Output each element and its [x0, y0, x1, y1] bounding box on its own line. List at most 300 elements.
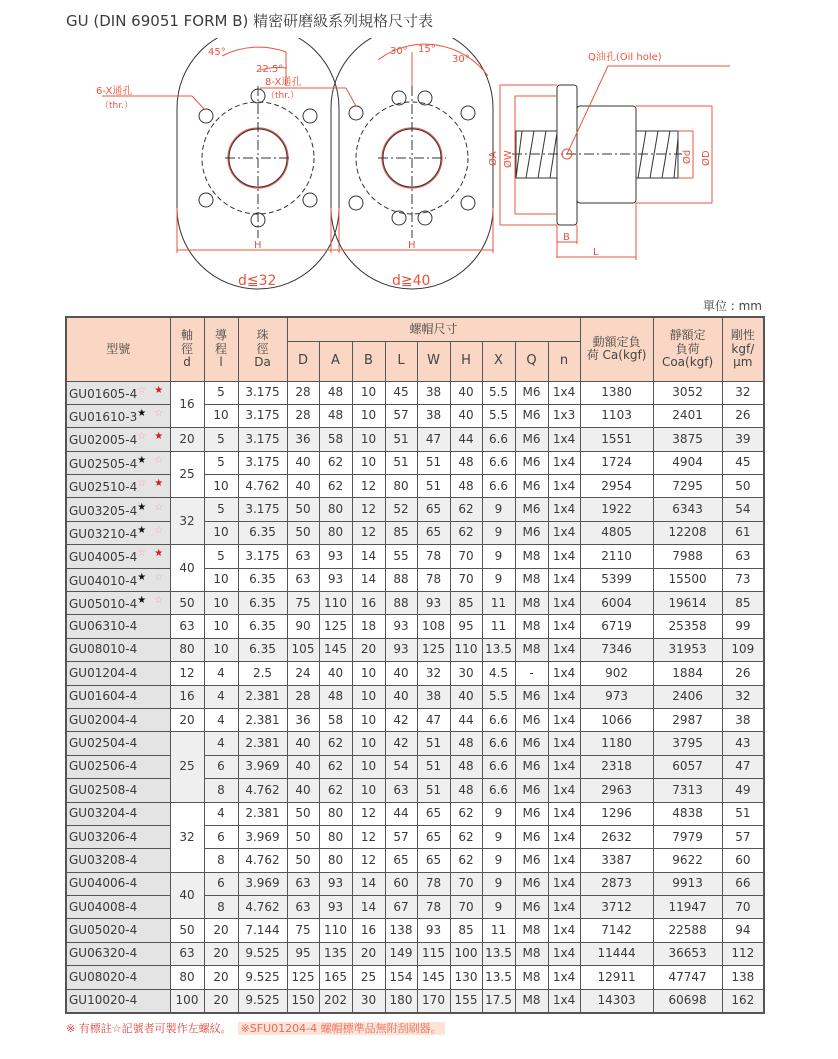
- cell-q: -: [515, 662, 548, 685]
- cell-n: 1x4: [548, 802, 580, 825]
- cell-l: 10: [204, 521, 238, 544]
- cell-h: 48: [450, 732, 482, 755]
- header-shaft-line2: 徑: [180, 341, 193, 356]
- cell-l: 10: [204, 568, 238, 591]
- cell-b: 10: [352, 708, 385, 731]
- cell-coa: 7988: [653, 545, 722, 568]
- cell-model: [66, 545, 170, 568]
- cell-k: 109: [722, 638, 764, 661]
- cell-x: 11: [482, 615, 515, 638]
- cell-k: 94: [722, 919, 764, 942]
- cell-h: 95: [450, 615, 482, 638]
- cell-x: 9: [482, 849, 515, 872]
- model-name: GU03208-4: [69, 852, 138, 867]
- cell-model: [66, 404, 170, 427]
- cell-x: 13.5: [482, 966, 515, 989]
- cell-q: M6: [515, 428, 548, 451]
- cell-ca: 2318: [580, 755, 653, 778]
- cell-da: 9.525: [238, 942, 287, 965]
- cell-l: 8: [204, 779, 238, 802]
- cell-coa: 6057: [653, 755, 722, 778]
- cell-ca: 11444: [580, 942, 653, 965]
- cell-ca: 2110: [580, 545, 653, 568]
- cell-x: 5.5: [482, 685, 515, 708]
- cell-coa: 12208: [653, 521, 722, 544]
- model-name: GU05020-4: [69, 923, 138, 938]
- cell-d: 36: [287, 428, 319, 451]
- cell-h: 44: [450, 708, 482, 731]
- header-lead: [204, 317, 238, 381]
- cell-l: 6: [204, 872, 238, 895]
- cell-a: 165: [319, 966, 352, 989]
- cell-model: [66, 615, 170, 638]
- header-ball-line3: Da: [254, 354, 271, 369]
- cell-x: 4.5: [482, 662, 515, 685]
- cell-b: 12: [352, 498, 385, 521]
- model-name: GU08010-4: [69, 642, 138, 657]
- cell-ca: 6004: [580, 592, 653, 615]
- model-name: GU03210-4: [69, 526, 138, 541]
- cell-w: 78: [417, 896, 450, 919]
- cell-b: 20: [352, 638, 385, 661]
- cell-coa: 22588: [653, 919, 722, 942]
- cell-shaft-diameter: 50: [170, 919, 204, 942]
- cell-l: 10: [204, 592, 238, 615]
- cell-w: 65: [417, 825, 450, 848]
- cell-w: 38: [417, 404, 450, 427]
- cell-b: 10: [352, 404, 385, 427]
- cell-ca: 6719: [580, 615, 653, 638]
- cell-k: 26: [722, 404, 764, 427]
- cell-shaft-diameter: 25: [170, 732, 204, 802]
- cell-n: 1x4: [548, 615, 580, 638]
- cell-l: 5: [204, 451, 238, 474]
- left-angle-22-5: 22.5°: [256, 64, 284, 75]
- cell-d: 24: [287, 662, 319, 685]
- model-name: GU02508-4: [69, 782, 138, 797]
- cell-x: 6.6: [482, 779, 515, 802]
- cell-coa: 9913: [653, 872, 722, 895]
- cell-h: 85: [450, 592, 482, 615]
- cell-ca: 4805: [580, 521, 653, 544]
- cell-ca: 1180: [580, 732, 653, 755]
- cell-shaft-diameter: 100: [170, 989, 204, 1013]
- cell-model: [66, 592, 170, 615]
- flange-drawing-d40: [260, 38, 493, 289]
- header-ca-line2: 荷 Ca(kgf): [586, 348, 647, 363]
- header-stiff-line2: kgf/: [731, 341, 755, 356]
- table-row: [66, 872, 764, 895]
- cell-da: 3.969: [238, 825, 287, 848]
- cell-d: 40: [287, 755, 319, 778]
- cell-w: 51: [417, 779, 450, 802]
- cell-l: 10: [204, 638, 238, 661]
- cell-l: 45: [385, 381, 417, 404]
- cell-a: 93: [319, 872, 352, 895]
- cell-model: [66, 966, 170, 989]
- black-star-icon: ★: [137, 407, 147, 419]
- cell-h: 48: [450, 755, 482, 778]
- cell-ca: 1724: [580, 451, 653, 474]
- cell-a: 80: [319, 825, 352, 848]
- cell-n: 1x4: [548, 872, 580, 895]
- cell-d: 28: [287, 404, 319, 427]
- cell-l: 20: [204, 966, 238, 989]
- cell-model: [66, 521, 170, 544]
- cell-b: 12: [352, 475, 385, 498]
- dim-d-big-label: ØD: [701, 150, 712, 166]
- cell-h: 40: [450, 404, 482, 427]
- cell-model: [66, 498, 170, 521]
- page-title: GU (DIN 69051 FORM B) 精密研磨級系列規格尺寸表: [66, 12, 434, 30]
- cell-ca: 1380: [580, 381, 653, 404]
- oil-hole-label: Q油孔(Oil hole): [588, 52, 662, 63]
- model-name: GU02004-4: [69, 712, 138, 727]
- cell-n: 1x4: [548, 825, 580, 848]
- cell-da: 3.175: [238, 404, 287, 427]
- cell-k: 138: [722, 966, 764, 989]
- cell-k: 73: [722, 568, 764, 591]
- table-row: [66, 989, 764, 1013]
- cell-q: M6: [515, 779, 548, 802]
- cell-d: 40: [287, 732, 319, 755]
- cell-l: 4: [204, 708, 238, 731]
- cell-x: 5.5: [482, 381, 515, 404]
- table-row: [66, 942, 764, 965]
- right-angle-15: 15°: [418, 44, 436, 55]
- cell-l: 8: [204, 849, 238, 872]
- hollow-star-icon: ☆: [137, 548, 147, 560]
- cell-l: 88: [385, 568, 417, 591]
- cell-w: 170: [417, 989, 450, 1013]
- model-name: GU04005-4: [69, 550, 138, 565]
- cell-da: 6.35: [238, 521, 287, 544]
- header-coa-line2: 負荷: [675, 341, 700, 356]
- cell-a: 48: [319, 685, 352, 708]
- table-row: [66, 592, 764, 615]
- header-ball-line2: 徑: [256, 341, 269, 356]
- cell-b: 10: [352, 755, 385, 778]
- cell-l: 5: [204, 545, 238, 568]
- cell-l: 51: [385, 451, 417, 474]
- cell-h: 62: [450, 498, 482, 521]
- cell-a: 62: [319, 732, 352, 755]
- model-name: GU04008-4: [69, 899, 138, 914]
- cell-k: 60: [722, 849, 764, 872]
- cell-coa: 15500: [653, 568, 722, 591]
- header-nut-dimensions: 螺帽尺寸: [287, 317, 580, 341]
- cell-coa: 2987: [653, 708, 722, 731]
- dim-b-label: B: [563, 232, 570, 243]
- cell-q: M6: [515, 849, 548, 872]
- cell-w: 65: [417, 498, 450, 521]
- black-star-icon: ★: [137, 454, 147, 466]
- cell-ca: 1066: [580, 708, 653, 731]
- cell-d: 50: [287, 521, 319, 544]
- cell-da: 2.381: [238, 802, 287, 825]
- cell-da: 2.381: [238, 685, 287, 708]
- cell-b: 25: [352, 966, 385, 989]
- cell-model: [66, 568, 170, 591]
- cell-q: M8: [515, 989, 548, 1013]
- cell-a: 40: [319, 662, 352, 685]
- header-shaft-line3: d: [183, 354, 191, 369]
- cell-shaft-diameter: 80: [170, 638, 204, 661]
- left-flange-dimensions: [102, 47, 339, 253]
- cell-a: 145: [319, 638, 352, 661]
- cell-l: 4: [204, 732, 238, 755]
- cell-k: 26: [722, 662, 764, 685]
- cell-ca: 3712: [580, 896, 653, 919]
- model-name: GU08020-4: [69, 969, 138, 984]
- cell-da: 6.35: [238, 638, 287, 661]
- cell-model: [66, 428, 170, 451]
- cell-l: 67: [385, 896, 417, 919]
- table-row: [66, 919, 764, 942]
- cell-q: M6: [515, 381, 548, 404]
- cell-shaft-diameter: 20: [170, 428, 204, 451]
- red-star-icon: ★: [154, 431, 164, 443]
- right-hole-sub: （thr.）: [266, 91, 299, 101]
- cell-q: M6: [515, 802, 548, 825]
- cell-da: 7.144: [238, 919, 287, 942]
- header-stiff-line3: μm: [733, 354, 753, 369]
- cell-da: 6.35: [238, 592, 287, 615]
- cell-w: 108: [417, 615, 450, 638]
- cell-n: 1x4: [548, 568, 580, 591]
- cell-coa: 1884: [653, 662, 722, 685]
- cell-d: 50: [287, 849, 319, 872]
- cell-n: 1x4: [548, 919, 580, 942]
- cell-h: 70: [450, 872, 482, 895]
- cell-l: 4: [204, 685, 238, 708]
- header-dynamic-load: [580, 317, 653, 381]
- cell-k: 49: [722, 779, 764, 802]
- cell-shaft-diameter: 50: [170, 592, 204, 615]
- cell-q: M6: [515, 498, 548, 521]
- cell-coa: 11947: [653, 896, 722, 919]
- cell-da: 9.525: [238, 989, 287, 1013]
- cell-d: 105: [287, 638, 319, 661]
- cell-w: 93: [417, 919, 450, 942]
- cell-x: 11: [482, 919, 515, 942]
- cell-d: 28: [287, 381, 319, 404]
- cell-q: M8: [515, 942, 548, 965]
- cell-n: 1x4: [548, 475, 580, 498]
- cell-ca: 2632: [580, 825, 653, 848]
- cell-model: [66, 638, 170, 661]
- cell-l: 57: [385, 825, 417, 848]
- left-angle-45: 45°: [208, 47, 226, 58]
- cell-da: 4.762: [238, 779, 287, 802]
- cell-n: 1x4: [548, 942, 580, 965]
- cell-x: 6.6: [482, 755, 515, 778]
- cell-x: 9: [482, 568, 515, 591]
- cell-h: 130: [450, 966, 482, 989]
- cell-x: 9: [482, 521, 515, 544]
- cell-q: M8: [515, 615, 548, 638]
- cell-model: [66, 381, 170, 404]
- cell-x: 6.6: [482, 732, 515, 755]
- footnote-wiper: ※SFU01204-4 螺帽標準品無附刮刷器。: [238, 1022, 445, 1035]
- cell-l: 5: [204, 498, 238, 521]
- cell-l: 5: [204, 381, 238, 404]
- cell-model: [66, 662, 170, 685]
- cell-model: [66, 755, 170, 778]
- cell-shaft-diameter: 25: [170, 451, 204, 498]
- cell-l: 40: [385, 662, 417, 685]
- cell-n: 1x4: [548, 755, 580, 778]
- cell-a: 80: [319, 521, 352, 544]
- cell-l: 149: [385, 942, 417, 965]
- cell-shaft-diameter: 63: [170, 942, 204, 965]
- model-name: GU01604-4: [69, 689, 138, 704]
- cell-h: 62: [450, 802, 482, 825]
- cell-da: 6.35: [238, 568, 287, 591]
- cell-b: 16: [352, 919, 385, 942]
- cell-coa: 4904: [653, 451, 722, 474]
- header-nut-l: L: [385, 341, 417, 381]
- right-dim-h: H: [408, 240, 416, 251]
- cell-coa: 2401: [653, 404, 722, 427]
- side-view-dimensions: [500, 66, 730, 260]
- cell-ca: 14303: [580, 989, 653, 1013]
- cell-b: 12: [352, 825, 385, 848]
- cell-l: 20: [204, 989, 238, 1013]
- cell-a: 62: [319, 755, 352, 778]
- cell-l: 10: [204, 475, 238, 498]
- table-row: [66, 381, 764, 404]
- cell-d: 63: [287, 568, 319, 591]
- cell-da: 2.381: [238, 732, 287, 755]
- cell-shaft-diameter: 16: [170, 381, 204, 428]
- hollow-star-icon: ☆: [154, 571, 164, 583]
- header-ca-line1: 動額定負: [592, 335, 641, 350]
- cell-h: 48: [450, 475, 482, 498]
- cell-d: 63: [287, 872, 319, 895]
- cell-q: M6: [515, 475, 548, 498]
- cell-l: 51: [385, 428, 417, 451]
- cell-shaft-diameter: 40: [170, 872, 204, 919]
- cell-da: 3.175: [238, 498, 287, 521]
- technical-drawings: [60, 38, 780, 298]
- cell-b: 12: [352, 802, 385, 825]
- cell-ca: 1551: [580, 428, 653, 451]
- cell-n: 1x4: [548, 966, 580, 989]
- footnote-left-thread: ※ 有標註☆記號者可製作左螺紋。: [66, 1022, 232, 1035]
- cell-q: M6: [515, 451, 548, 474]
- flange-drawing-d32: [102, 38, 339, 289]
- cell-d: 50: [287, 498, 319, 521]
- cell-k: 162: [722, 989, 764, 1013]
- right-angle-30-right: 30°: [452, 54, 470, 65]
- cell-l: 4: [204, 802, 238, 825]
- cell-l: 20: [204, 942, 238, 965]
- cell-a: 80: [319, 849, 352, 872]
- cell-q: M6: [515, 755, 548, 778]
- cell-b: 10: [352, 381, 385, 404]
- cell-n: 1x4: [548, 381, 580, 404]
- cell-b: 18: [352, 615, 385, 638]
- cell-a: 125: [319, 615, 352, 638]
- cell-model: [66, 708, 170, 731]
- cell-q: M6: [515, 732, 548, 755]
- model-name: GU03205-4: [69, 503, 138, 518]
- cell-ca: 5399: [580, 568, 653, 591]
- header-nut-x: X: [482, 341, 515, 381]
- cell-shaft-diameter: 40: [170, 545, 204, 592]
- cell-w: 51: [417, 755, 450, 778]
- cell-k: 61: [722, 521, 764, 544]
- cell-h: 110: [450, 638, 482, 661]
- hollow-star-icon: ☆: [137, 478, 147, 490]
- black-star-icon: ★: [137, 501, 147, 513]
- table-row: [66, 451, 764, 474]
- cell-l: 44: [385, 802, 417, 825]
- cell-b: 30: [352, 989, 385, 1013]
- cell-w: 78: [417, 872, 450, 895]
- left-dim-h: H: [254, 240, 262, 251]
- table-row: [66, 802, 764, 825]
- black-star-icon: ★: [137, 524, 147, 536]
- table-row: [66, 545, 764, 568]
- cell-w: 38: [417, 685, 450, 708]
- cell-b: 20: [352, 942, 385, 965]
- cell-d: 95: [287, 942, 319, 965]
- cell-model: [66, 942, 170, 965]
- cell-da: 6.35: [238, 615, 287, 638]
- cell-l: 5: [204, 428, 238, 451]
- header-stiff-line1: 剛性: [730, 328, 755, 343]
- black-star-icon: ★: [137, 595, 147, 607]
- cell-ca: 12911: [580, 966, 653, 989]
- cell-h: 40: [450, 381, 482, 404]
- cell-h: 62: [450, 521, 482, 544]
- cell-b: 12: [352, 849, 385, 872]
- cell-l: 88: [385, 592, 417, 615]
- cell-a: 62: [319, 779, 352, 802]
- cell-b: 10: [352, 451, 385, 474]
- header-static-load: [653, 317, 722, 381]
- cell-h: 70: [450, 896, 482, 919]
- header-shaft-line1: 軸: [180, 328, 193, 343]
- cell-k: 50: [722, 475, 764, 498]
- cell-coa: 4838: [653, 802, 722, 825]
- table-row: [66, 966, 764, 989]
- model-name: GU02510-4: [69, 480, 138, 495]
- cell-a: 135: [319, 942, 352, 965]
- cell-l: 85: [385, 521, 417, 544]
- hollow-star-icon: ☆: [137, 384, 147, 396]
- hollow-star-icon: ☆: [154, 595, 164, 607]
- cell-x: 9: [482, 872, 515, 895]
- cell-w: 115: [417, 942, 450, 965]
- cell-l: 54: [385, 755, 417, 778]
- cell-w: 65: [417, 849, 450, 872]
- cell-n: 1x4: [548, 896, 580, 919]
- cell-k: 39: [722, 428, 764, 451]
- cell-h: 70: [450, 545, 482, 568]
- right-flange-dimensions: [260, 44, 493, 253]
- cell-b: 12: [352, 521, 385, 544]
- cell-h: 48: [450, 451, 482, 474]
- cell-ca: 1296: [580, 802, 653, 825]
- cell-q: M6: [515, 521, 548, 544]
- cell-a: 58: [319, 428, 352, 451]
- cell-x: 13.5: [482, 942, 515, 965]
- cell-h: 40: [450, 685, 482, 708]
- cell-w: 32: [417, 662, 450, 685]
